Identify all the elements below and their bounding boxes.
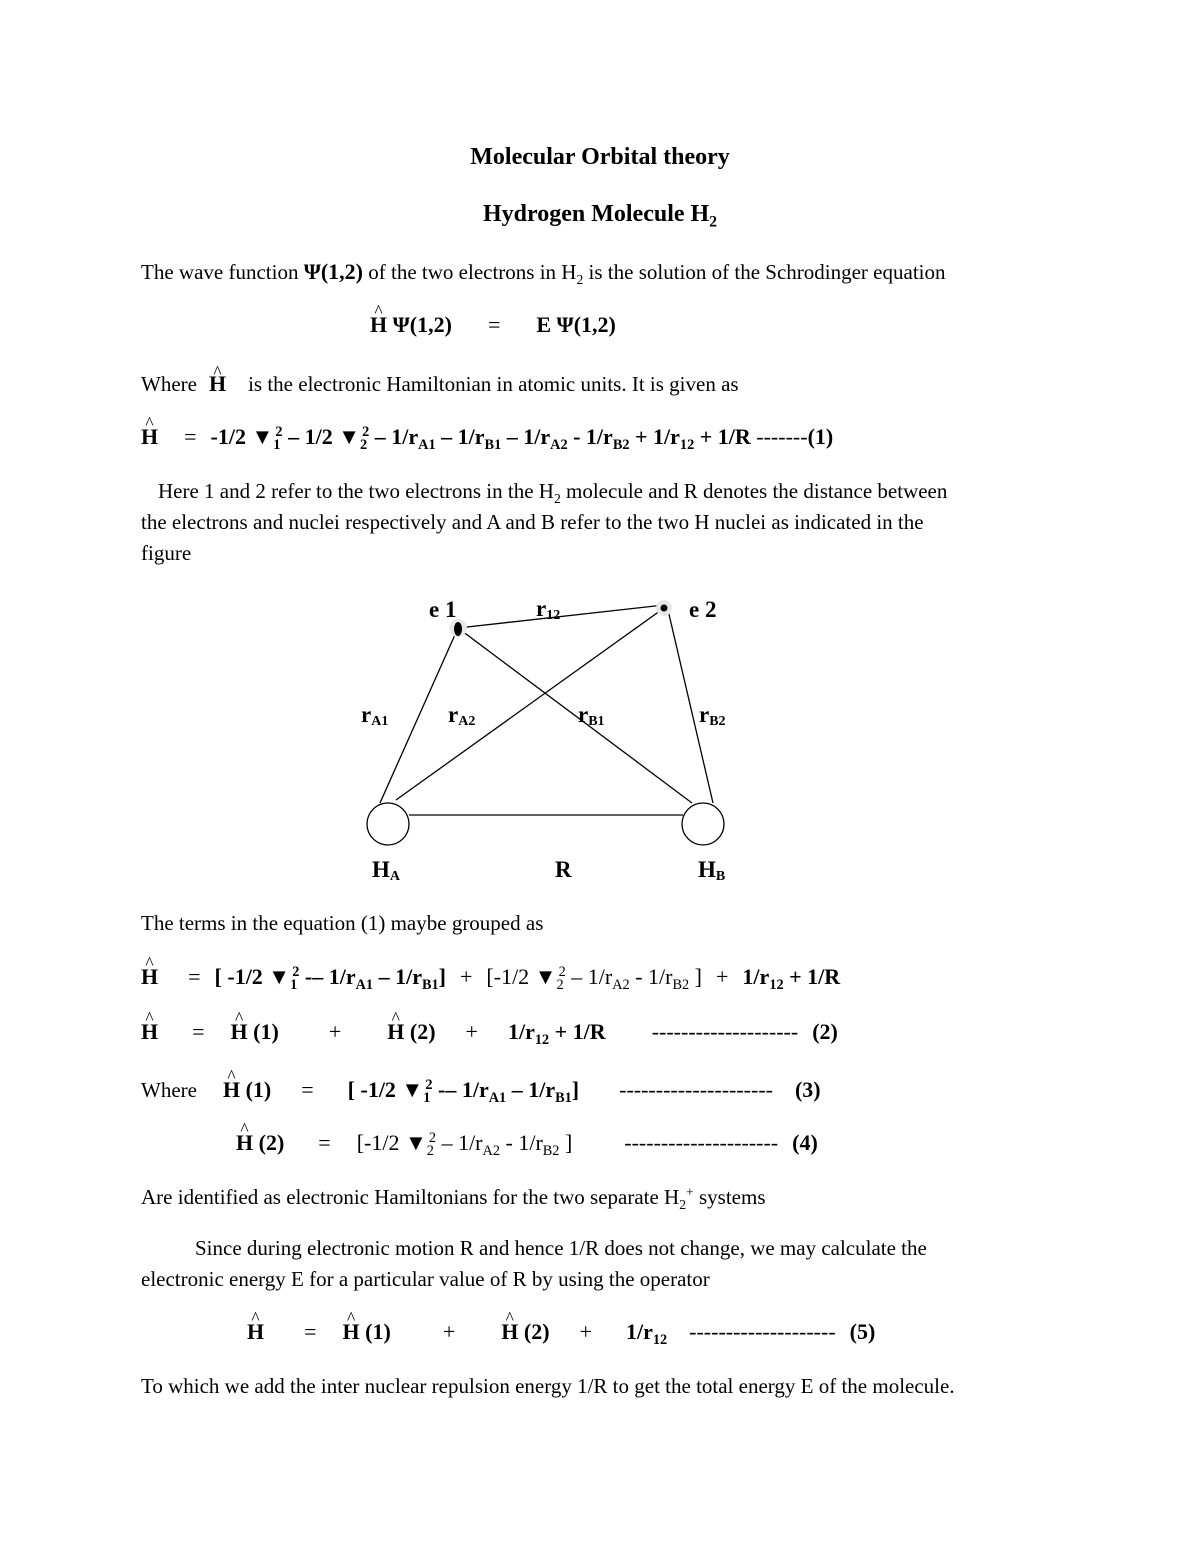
page-title: Molecular Orbital theory <box>470 144 730 170</box>
paragraph-1-line-1: Here 1 and 2 refer to the two electrons in the $H_2$ molecule and R denotes the distance between <box>158 479 948 506</box>
label-HA: HA <box>372 857 401 884</box>
equation-term: $1/r_{12}$ <box>742 964 784 993</box>
equation-1: ^ H = -1/2 $▼_1^2 - 1/2$ $▼_2^2 - 1/r_{A1} - 1/r_{B1} - 1/r_{A2} - 1/r_{B2} + 1/r_{12} + 1/R$ -------(1) <box>141 424 833 450</box>
equation-term: -– $1/r_{A1}$ <box>432 1077 507 1106</box>
group-tail <box>742 964 841 993</box>
equation-term: – $1/r_{B1}$ <box>373 964 439 993</box>
equation-term: ] <box>571 1077 580 1102</box>
equation-3: Where^ H (1) = [ -1/2 $▼_1^2 -- 1/r_{A1} - 1/r_{B1}$] --------------------- (3) <box>141 1075 821 1106</box>
psi-symbol: Ψ(1,2) <box>303 259 364 284</box>
rA2-line <box>396 608 664 800</box>
equation-4: ^ H (2) = [-1/2 $▼_2^2 - 1/r_{A2} - 1/r_{B2}$ ] --------------------- (4) <box>236 1130 818 1156</box>
equation-term: - $1/r_{B2}$ <box>500 1130 560 1159</box>
equation-grouped: ^ H = [ -1/2 $▼_1^2 -- 1/r_{A1} - 1/r_{B1}] + [-1/2$ $▼_2^2 - 1/r_{A2} - 1/r_{B2}$ ] + $1/r_{12} + 1/R$ <box>141 964 840 990</box>
equation-4-terms <box>356 1130 573 1159</box>
paragraph-1-line-2: the electrons and nuclei respectively and A and B refer to the two H nuclei as indicated in the <box>141 510 924 534</box>
equation-term: + $1/r_{12}$ <box>629 424 695 453</box>
equation-term: – $1/r_{B1}$ <box>506 1077 572 1106</box>
group-electron-1 <box>214 964 446 993</box>
equation-term: -– $1/r_{A1}$ <box>299 964 374 993</box>
equation-term: – $1/r_{A2}$ <box>565 964 630 993</box>
equation-term: - $1/r_{B2}$ <box>629 964 690 993</box>
equation-term: – $1/r_{B1}$ <box>435 424 502 453</box>
intro-text: The wave function Ψ(1,2) of the two electrons in $H_2$ is the solution of the Schrodinger equation <box>141 259 946 287</box>
label-e2: e 2 <box>689 597 717 622</box>
label-rA2: rA2 <box>448 702 476 729</box>
equation-term: [-1/2 $▼_2^2$ <box>486 964 566 993</box>
equation-term: + 1/R <box>549 1019 606 1044</box>
electron-1 <box>454 622 462 636</box>
equation-term: ] <box>689 964 702 989</box>
equation-term: + 1/R <box>783 964 841 989</box>
page-subtitle: Hydrogen Molecule $H_2$ <box>483 201 717 231</box>
label-HB: HB <box>698 857 726 884</box>
equation-term: – $1/r_{A1}$ <box>369 424 436 453</box>
equation-term: -1/2 $▼_1^2$ <box>210 424 283 453</box>
equation-term: – $1/r_{A2}$ <box>436 1130 500 1159</box>
where-line: Where^ H is the electronic Hamiltonian in atomic units. It is given as <box>141 368 739 400</box>
equation-2-tail <box>507 1019 606 1048</box>
equation-term: + 1/R <box>694 424 757 449</box>
nucleus-a <box>367 803 409 845</box>
paragraph-2-line-1: Since during electronic motion R and hence 1/R does not change, we may calculate the <box>195 1236 927 1260</box>
rB1-line <box>458 628 692 803</box>
schrodinger-equation: ^ H Ψ(1,2) = E Ψ(1,2) <box>370 312 616 338</box>
label-rB1: rB1 <box>578 702 605 729</box>
equation-term: - $1/r_{B2}$ <box>567 424 630 453</box>
label-r12: r12 <box>536 596 561 623</box>
equation-term: – $1/r_{A2}$ <box>501 424 568 453</box>
equation-term: – 1/2 $▼_2^2$ <box>282 424 370 453</box>
identified-line: Are identified as electronic Hamiltonians for the two separate $H_2^+$ systems <box>141 1184 766 1212</box>
equation-term: ] <box>438 964 446 989</box>
final-line: To which we add the inter nuclear repulsion energy 1/R to get the total energy E of the molecule. <box>141 1374 955 1398</box>
paragraph-2-line-2: electronic energy E for a particular value of R by using the operator <box>141 1267 710 1291</box>
group-electron-2 <box>486 964 702 993</box>
rA1-line <box>380 628 458 803</box>
label-e1: e 1 <box>429 597 457 622</box>
label-rB2: rB2 <box>699 702 726 729</box>
terms-line: The terms in the equation (1) maybe grouped as <box>141 911 544 935</box>
electron-2 <box>661 605 668 612</box>
equation-term: ] <box>559 1130 573 1155</box>
paragraph-1-line-3: figure <box>141 541 192 565</box>
nucleus-b <box>682 803 724 845</box>
equation-term: [ -1/2 $▼_1^2$ <box>347 1077 433 1106</box>
equation-term: $1/r_{12}$ <box>507 1019 550 1048</box>
label-R: R <box>555 857 572 882</box>
r12-line <box>458 605 664 628</box>
equation-3-terms <box>347 1077 580 1106</box>
label-rA1: rA1 <box>361 702 389 729</box>
equation-term: [-1/2 $▼_2^2$ <box>356 1130 437 1159</box>
equation-term: [ -1/2 $▼_1^2$ <box>214 964 300 993</box>
equation-5-tail: $1/r_{12}$ <box>625 1319 668 1348</box>
equation-5: ^ H =^ H (1) +^ H $(2) + 1/r_{12}$ -------------------- (5) <box>247 1319 875 1345</box>
equation-2: ^ H =^ H (1) +^ H $(2) + 1/r_{12} + 1/R$ -------------------- (2) <box>141 1019 838 1045</box>
